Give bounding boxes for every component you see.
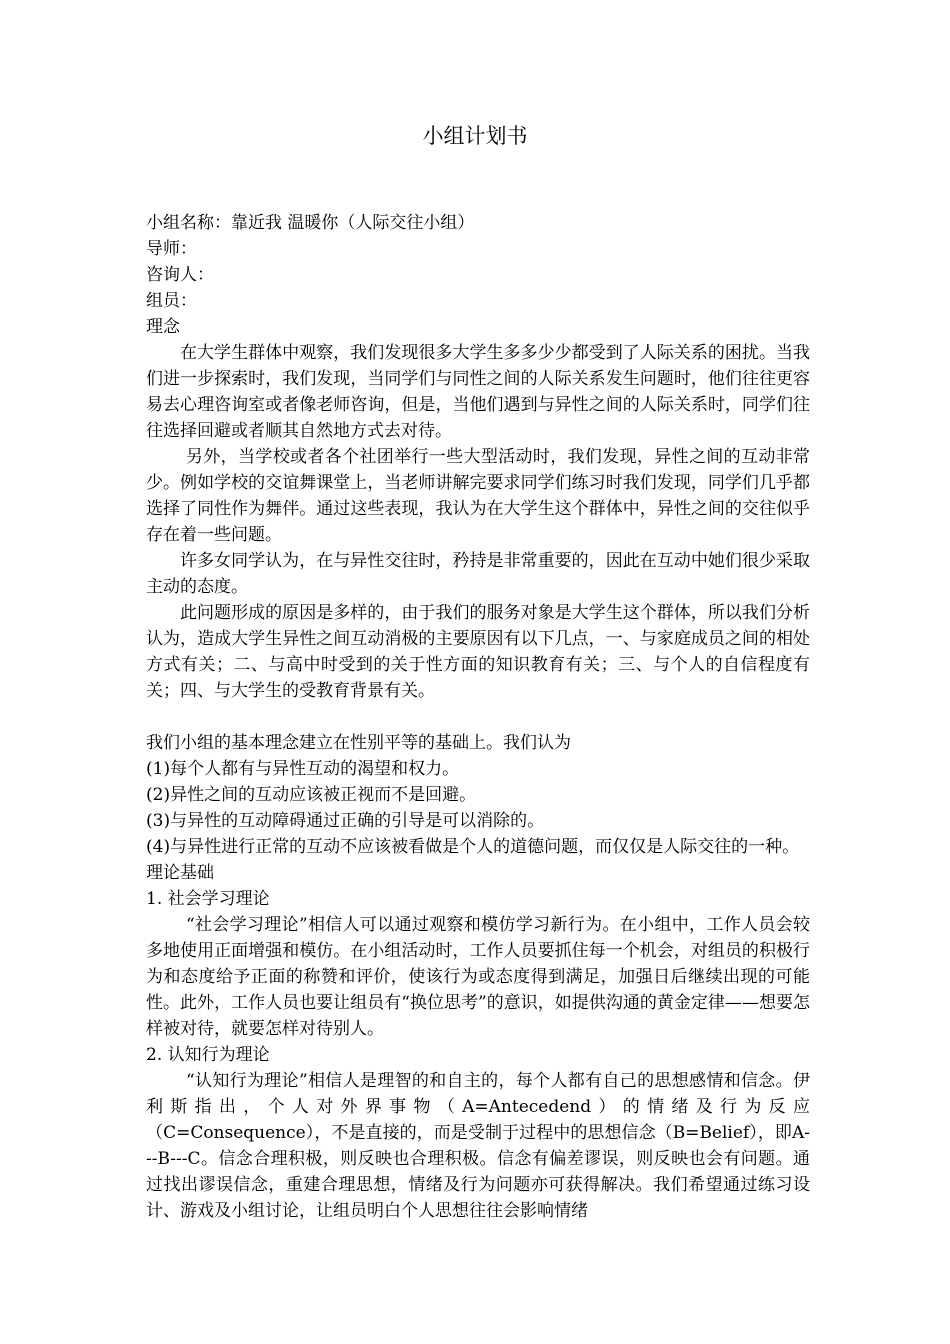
document-body [146,210,810,1224]
belief-item: (4)与异性进行正常的互动不应该被看做是个人的道德问题，而仅仅是人际交往的一种。 [146,837,800,857]
belief-item: (1)每个人都有与异性互动的渴望和权力。 [146,759,460,779]
rationale-paragraph: 许多女同学认为，在与异性交往时，矜持是非常重要的，因此在互动中她们很少采取主动的态度。 [146,551,810,597]
theory-section-text: “社会学习理论”相信人可以通过观察和模仿学习新行为。在小组中，工作人员会较多地使用正面增强和模仿。在小组活动时，工作人员要抓住每一个机会，对组员的积极行为和态度给予正面的称赞和评价，使该行为或态度得到满足，加强日后继续出现的可能性。此外，工作人员也要让组员有“换位思考”的意识，如提供沟通的黄金定律——想要怎样被对待，就要怎样对待别人。 [146,915,810,1039]
members-line: 组员： [146,291,197,311]
mentor-line: 导师： [146,239,197,259]
theory-section-title: 1. 社会学习理论 [146,889,270,909]
belief-intro: 我们小组的基本理念建立在性别平等的基础上。我们认为 [146,733,571,753]
rationale-paragraph: 在大学生群体中观察，我们发现很多大学生多多少少都受到了人际关系的困扰。当我们进一步探索时，我们发现，当同学们与同性之间的人际关系发生问题时，他们往往更容易去心理咨询室或者像老师咨询，但是，当他们遇到与异性之间的人际关系时，同学们往往选择回避或者顺其自然地方式去对待。 [146,343,810,441]
theory-section-text: “认知行为理论”相信人是理智的和自主的，每个人都有自己的思想感情和信念。伊利斯指出，个人对外界事物（A=Antecedend）的情绪及行为反应（C=Consequence），不是直接的，而是受制于过程中的思想信念（B=Belief），即A---B---C。信念合理积极，则反映也合理积极。信念有偏差谬误，则反映也会有问题。通过找出谬误信念，重建合理思想，情绪及行为问题亦可获得解决。我们希望通过练习设计、游戏及小组讨论，让组员明白个人思想往往会影响情绪 [146,1071,810,1221]
consultant-line: 咨询人： [146,265,214,285]
rationale-paragraph: 此问题形成的原因是多样的，由于我们的服务对象是大学生这个群体，所以我们分析认为，造成大学生异性之间互动消极的主要原因有以下几点，一、与家庭成员之间的相处方式有关；二、与高中时受到的关于性方面的知识教育有关；三、与个人的自信程度有关；四、与大学生的受教育背景有关。 [146,603,810,701]
document-title: 小组计划书 [422,124,528,148]
rationale-heading: 理念 [146,317,180,337]
theory-heading: 理论基础 [146,863,214,883]
blank-line [146,704,810,730]
theory-section-title: 2. 认知行为理论 [146,1045,270,1065]
belief-item: (2)异性之间的互动应该被正视而不是回避。 [146,785,477,805]
group-name: 小组名称：靠近我 温暖你（人际交往小组） [146,213,475,233]
belief-item: (3)与异性的互动障碍通过正确的引导是可以消除的。 [146,811,545,831]
rationale-paragraph: 另外，当学校或者各个社团举行一些大型活动时，我们发现，异性之间的互动非常少。例如学校的交谊舞课堂上，当老师讲解完要求同学们练习时我们发现，同学们几乎都选择了同性作为舞伴。通过这些表现，我认为在大学生这个群体中，异性之间的交往似乎存在着一些问题。 [146,447,810,545]
